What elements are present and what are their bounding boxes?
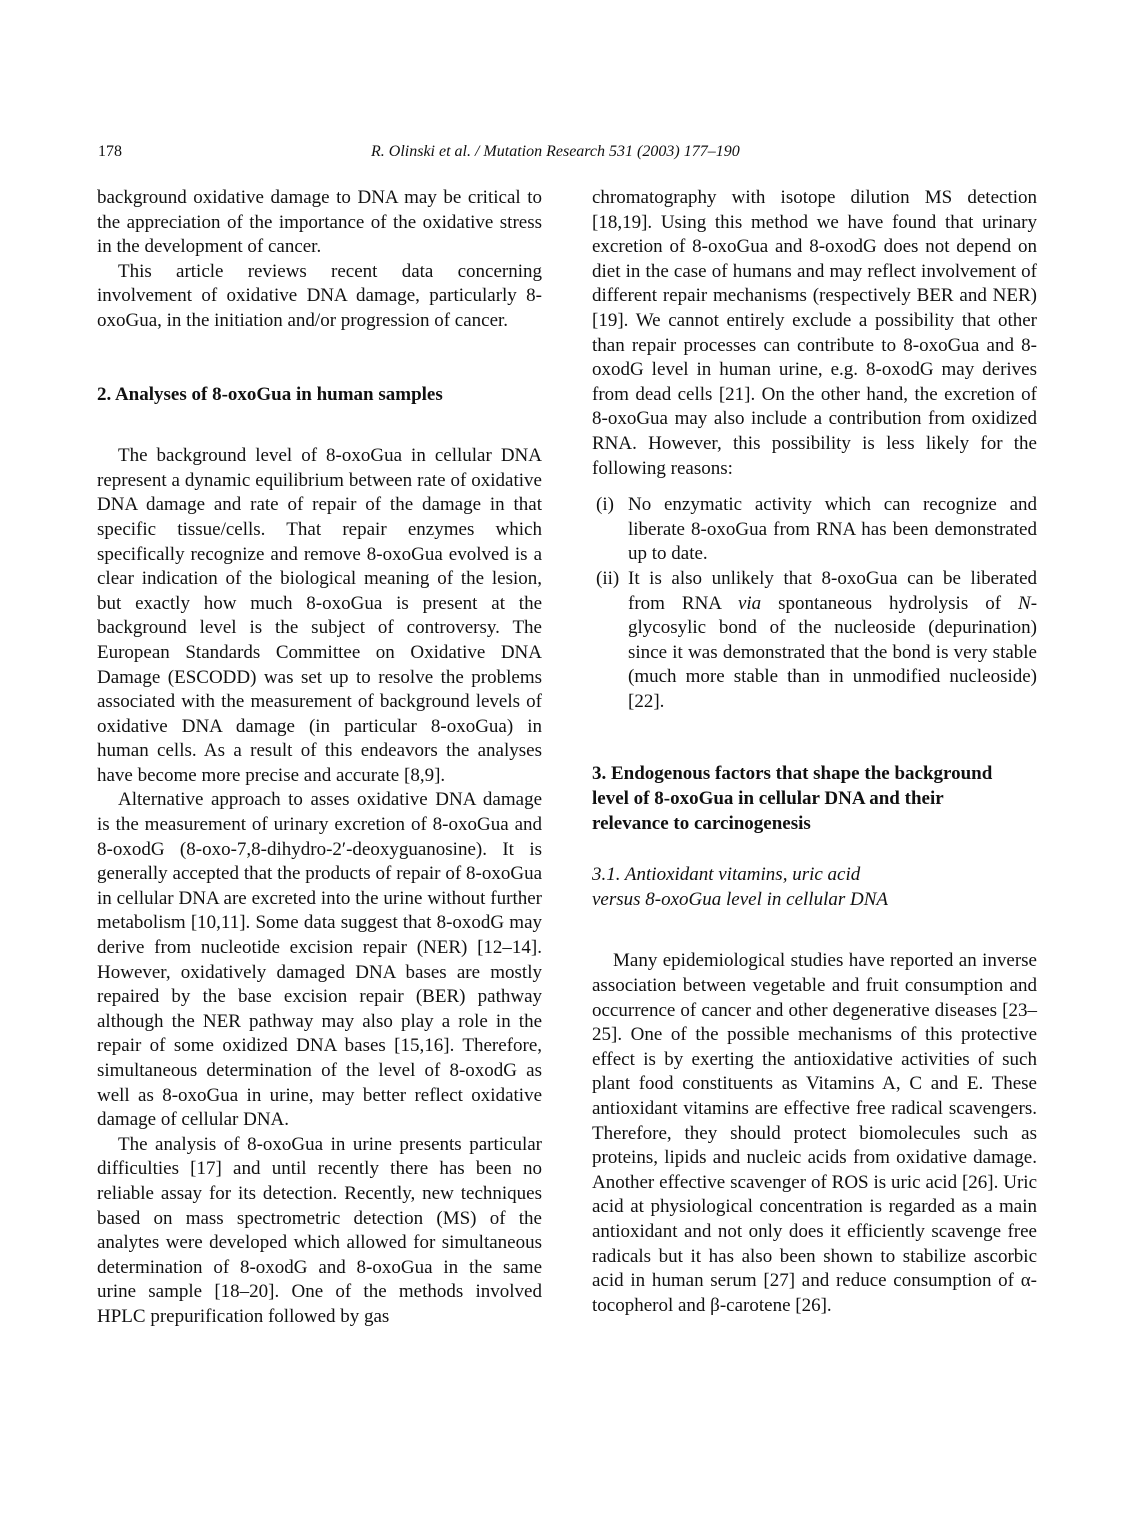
list-item bbox=[592, 493, 1037, 567]
reasons-list bbox=[592, 493, 1037, 714]
paragraph-chromatography: chromatography with isotope dilution MS detection [18,19]. Using this method we have found that urinary excretion of 8-oxoGua and 8-oxodG does not depend on diet in the case of humans and may reflect involvement of different repair mechanisms (respectively BER and NER) [19]. We cannot entirely exclude a possibility that other than repair processes can contribute to 8-oxoGua and 8-oxodG level in human urine, e.g. 8-oxodG may derives from dead cells [21]. On the other hand, the excretion of 8-oxoGua may also include a contribution from oxidized RNA. However, this possibility is less likely for the following reasons: bbox=[592, 187, 1037, 479]
left-column bbox=[97, 186, 542, 1330]
list-item-text: No enzymatic activity which can recognize and liberate 8-oxoGua from RNA has been demonstrated up to date. bbox=[628, 494, 1037, 565]
list-item-label: (ii) bbox=[596, 567, 620, 589]
paragraph-urine-analysis: The analysis of 8-oxoGua in urine presents particular difficulties [17] and until recently there has been no reliable assay for its detection. Recently, new techniques based on mass spectrometric detection (MS) of the analytes were developed which allowed for simultaneous determination of 8-oxodG and 8-oxoGua in the same urine sample [18–20]. One of the methods involved HPLC prepurification followed by gas bbox=[97, 1133, 542, 1327]
paragraph-antioxidants: Many epidemiological studies have reported an inverse association between vegetable and fruit consumption and occurrence of cancer and other degenerative diseases [23–25]. One of the possible mechanisms of this protective effect is by exerting the antioxidative activities of such plant food constituents as Vitamins A, C and E. These antioxidant vitamins are effective free radical scavengers. Therefore, they should protect biomolecules such as proteins, lipids and nucleic acids from oxidative damage. Another effective scavenger of ROS is uric acid [26]. Uric acid at physiological concentration is regarded as a main antioxidant and not only does it efficiently scavenge free radicals but it has also been shown to stabilize ascorbic acid in human serum [27] and reduce consumption of α-tocopherol and β-carotene [26]. bbox=[592, 950, 1037, 1316]
page-number: 178 bbox=[98, 143, 122, 160]
paragraph-urinary-excretion: Alternative approach to asses oxidative DNA damage is the measurement of urinary excretion of 8-oxoGua and 8-oxodG (8-oxo-7,8-dihydro-2′-deoxyguanosine). It is generally accepted that the products of repair of 8-oxoGua in cellular DNA are excreted into the urine without further metabolism [10,11]. Some data suggest that 8-oxodG may derive from nucleotide excision repair (NER) [12–14]. However, oxidatively damaged DNA bases are mostly repaired by the base excision repair (BER) pathway although the NER pathway may also play a role in the repair of some oxidized DNA bases [15,16]. Therefore, simultaneous determination of the level of 8-oxodG as well as 8-oxoGua in urine, may better reflect oxidative damage of cellular DNA. bbox=[97, 789, 542, 1131]
section-3-heading: 3. Endogenous factors that shape the background level of 8-oxoGua in cellular DNA and their relevance to carcinogenesis bbox=[592, 763, 993, 834]
subsection-3-1-heading: 3.1. Antioxidant vitamins, uric acid versus 8-oxoGua level in cellular DNA bbox=[592, 864, 889, 910]
paragraph-intro-end: background oxidative damage to DNA may be critical to the appreciation of the importance of the oxidative stress in the development of cancer. bbox=[97, 187, 542, 258]
paragraph-background-level: The background level of 8-oxoGua in cellular DNA represent a dynamic equilibrium between rate of oxidative DNA damage and rate of repair of the damage in that specific tissue/cells. That repair enzymes which specifically recognize and remove 8-oxoGua evolved is a clear indication of the biological meaning of the lesion, but exactly how much 8-oxoGua is present at the background level is the subject of controversy. The European Standards Committee on Oxidative DNA Damage (ESCODD) was set up to resolve the problems associated with the measurement of background levels of oxidative DNA damage (in particular 8-oxoGua) in human cells. As a result of this endeavors the analyses have become more precise and accurate [8,9]. bbox=[97, 445, 542, 786]
running-head: R. Olinski et al. / Mutation Research 531 (2003) 177–190 bbox=[371, 143, 740, 160]
list-item-label: (i) bbox=[596, 494, 614, 516]
list-item bbox=[592, 567, 1037, 715]
paragraph-article-scope: This article reviews recent data concerning involvement of oxidative DNA damage, particularly 8-oxoGua, in the initiation and/or progression of cancer. bbox=[97, 260, 542, 331]
right-column bbox=[592, 186, 1037, 1318]
section-2-heading: 2. Analyses of 8-oxoGua in human samples bbox=[97, 383, 443, 405]
list-item-text: It is also unlikely that 8-oxoGua can be liberated from RNA via spontaneous hydrolysis of N-glycosylic bond of the nucleoside (depurination) since it was demonstrated that the bond is very stable (much more stable than in unmodified nucleoside) [22]. bbox=[628, 567, 1038, 712]
